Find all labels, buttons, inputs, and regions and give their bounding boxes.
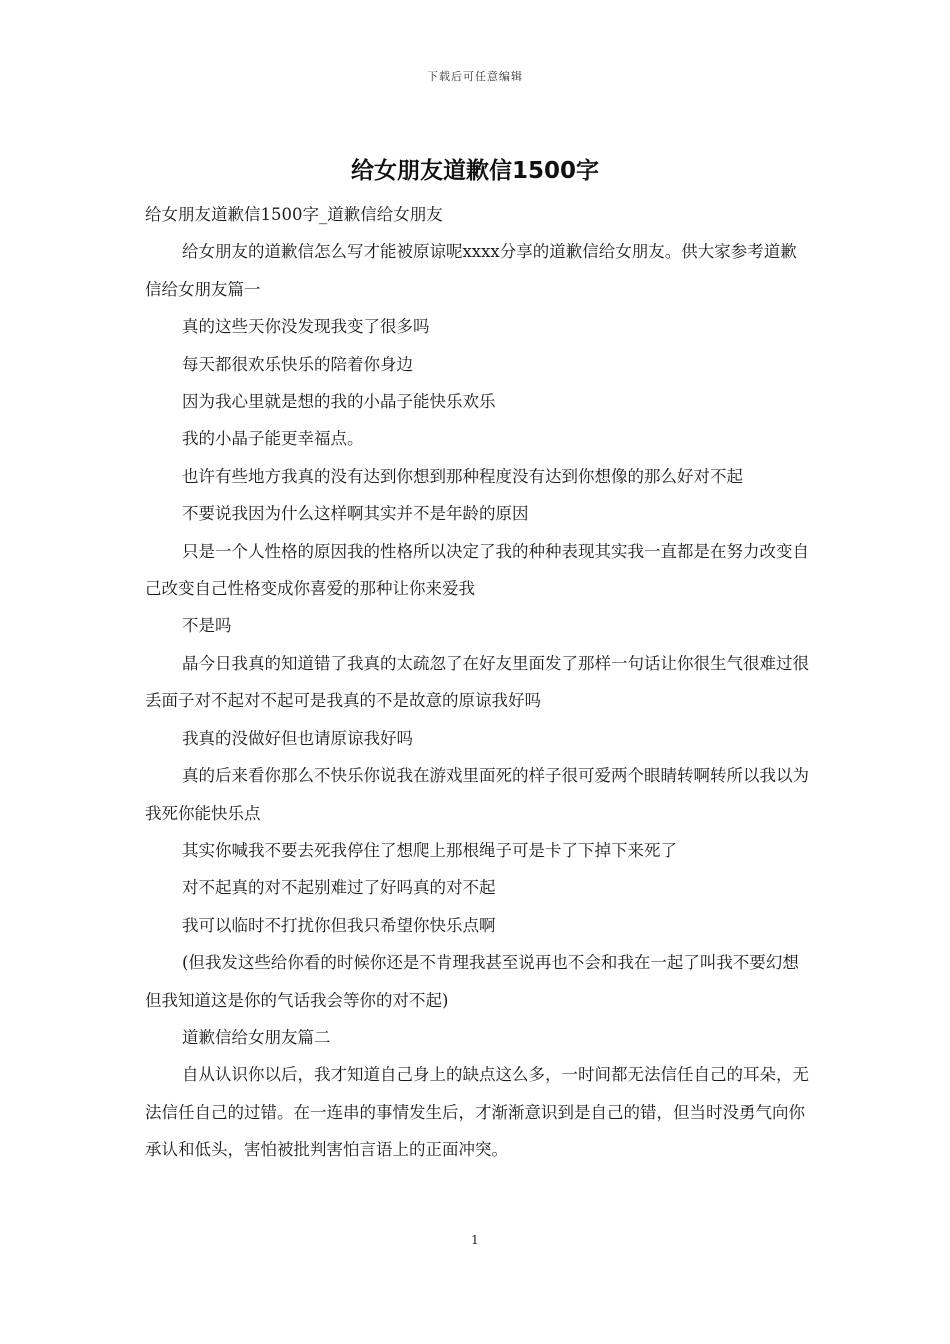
paragraph: 每天都很欢乐快乐的陪着你身边 (182, 354, 413, 374)
header-note: 下载后可任意编辑 (427, 70, 523, 83)
paragraph: 不要说我因为什么这样啊其实并不是年龄的原因 (182, 504, 529, 524)
paragraph: 我可以临时不打扰你但我只希望你快乐点啊 (182, 915, 496, 935)
paragraph: 真的后来看你那么不快乐你说我在游戏里面死的样子很可爱两个眼睛转啊转所以我以为我死你能快乐点 (145, 766, 809, 823)
document-title: 给女朋友道歉信1500字 (350, 158, 599, 184)
paragraph: 也许有些地方我真的没有达到你想到那种程度没有达到你想像的那么好对不起 (182, 466, 743, 486)
paragraph: 对不起真的对不起别难过了好吗真的对不起 (182, 878, 496, 898)
paragraph: 我真的没做好但也请原谅我好吗 (182, 728, 413, 748)
page-number: 1 (471, 1233, 479, 1247)
paragraph: 只是一个人性格的原因我的性格所以决定了我的种种表现其实我一直都是在努力改变自己改变自己性格变成你喜爱的那种让你来爱我 (145, 541, 809, 599)
paragraph: (但我发这些给你看的时候你还是不肯理我甚至说再也不会和我在一起了叫我不要幻想但我知道这是你的气话我会等你的对不起) (145, 953, 799, 1010)
paragraph: 给女朋友的道歉信怎么写才能被原谅呢xxxx分享的道歉信给女朋友。供大家参考道歉信给女朋友篇一 (145, 242, 797, 299)
paragraph: 我的小晶子能更幸福点。 (182, 429, 364, 449)
paragraph: 真的这些天你没发现我变了很多吗 (182, 317, 430, 337)
paragraph: 晶今日我真的知道错了我真的太疏忽了在好友里面发了那样一句话让你很生气很难过很丢面子对不起对不起可是我真的不是故意的原谅我好吗 (145, 653, 809, 711)
paragraph: 不是吗 (182, 616, 232, 636)
subtitle-line: 给女朋友道歉信1500字_道歉信给女朋友 (145, 205, 443, 224)
paragraph: 其实你喊我不要去死我停住了想爬上那根绳子可是卡了下掉下来死了 (182, 840, 677, 860)
paragraph: 自从认识你以后，我才知道自己身上的缺点这么多，一时间都无法信任自己的耳朵，无法信任自己的过错。在一连串的事情发生后，才渐渐意识到是自己的错，但当时没勇气向你承认和低头，害怕被批判害怕言语上的正面冲突。 (145, 1065, 809, 1160)
document-body (145, 196, 810, 1169)
section-heading: 道歉信给女朋友篇二 (182, 1027, 331, 1047)
paragraph: 因为我心里就是想的我的小晶子能快乐欢乐 (182, 392, 496, 412)
